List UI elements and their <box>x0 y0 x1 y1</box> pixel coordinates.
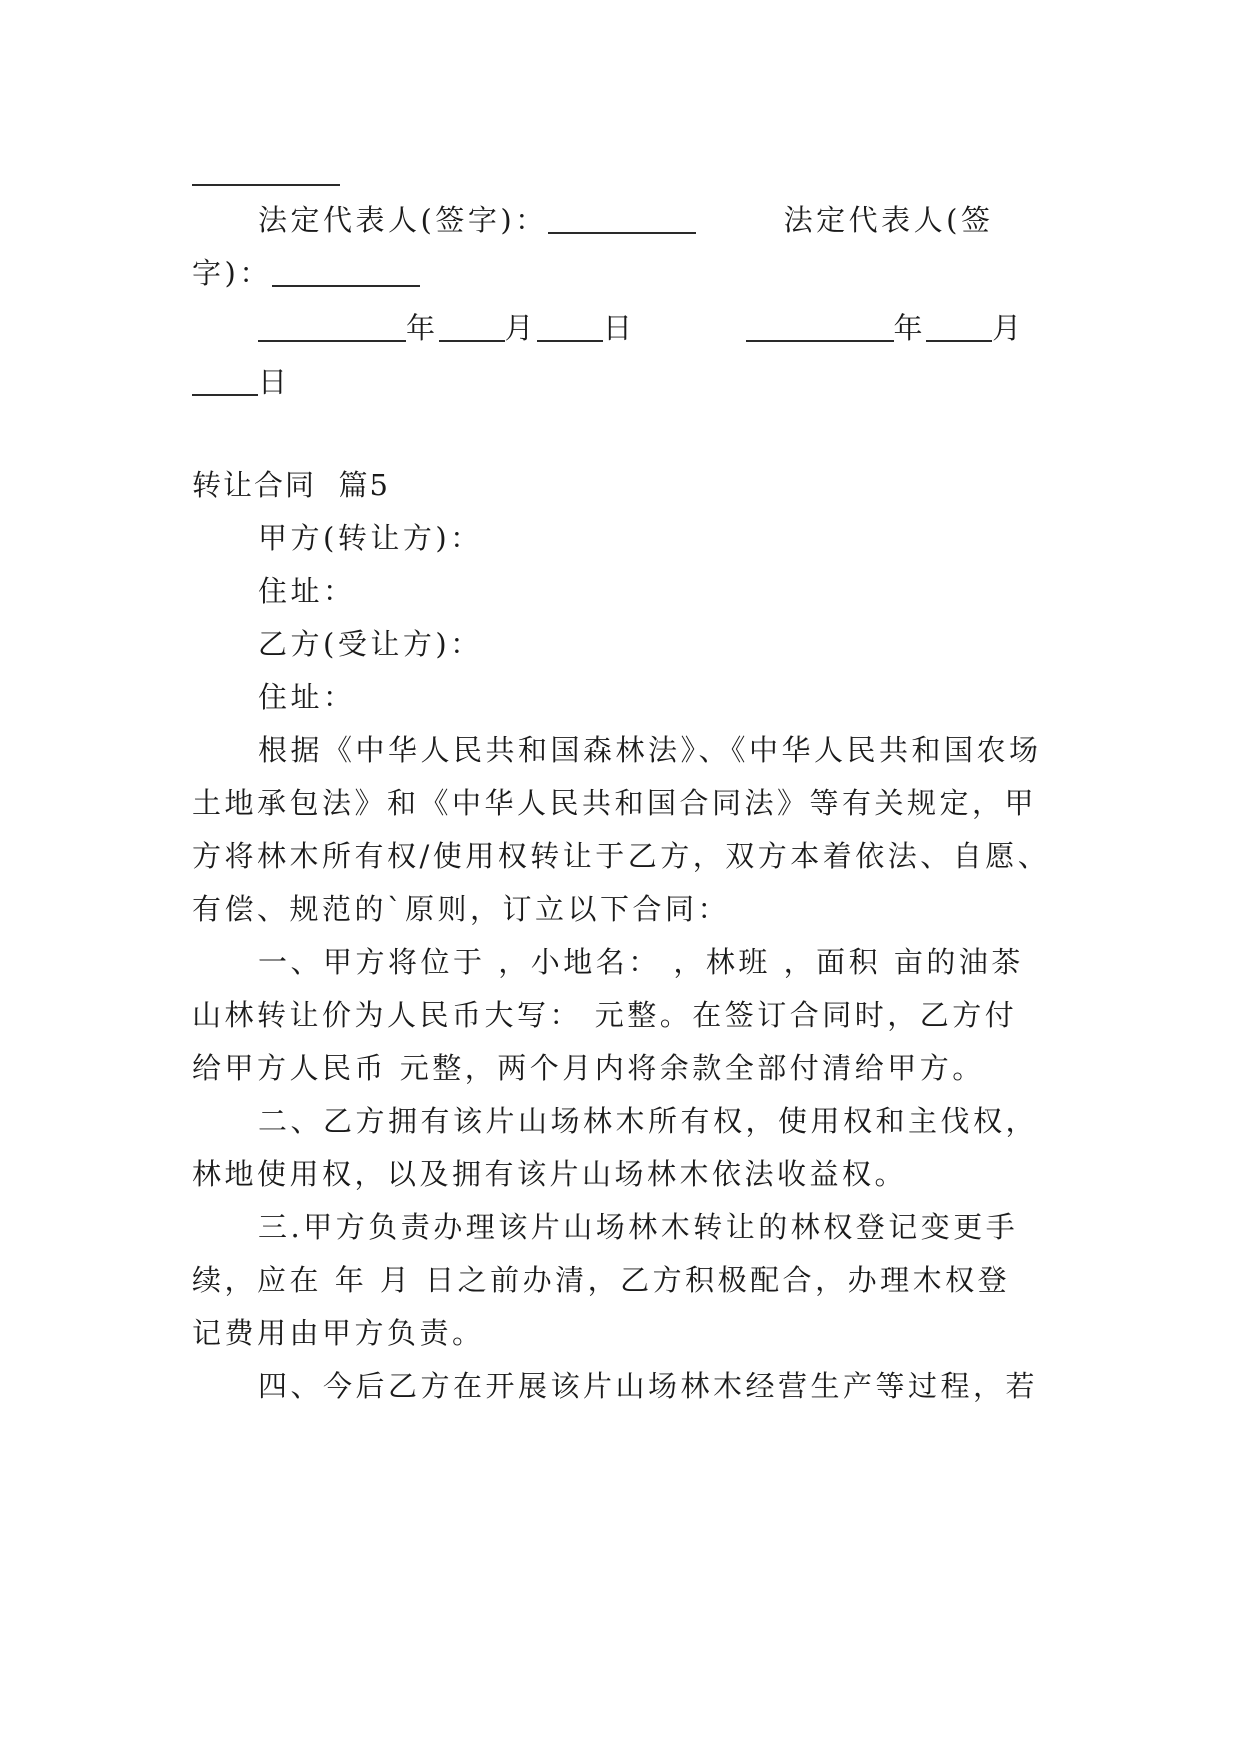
paragraph-line: 方将林木所有权/使用权转让于乙方，双方本着依法、自愿、 <box>192 839 1051 873</box>
address-b: 住址： <box>258 680 356 714</box>
date-day: 日 <box>603 311 636 345</box>
paragraph-line: 林地使用权，以及拥有该片山场林木依法收益权。 <box>192 1157 908 1191</box>
date-year: 年 <box>406 311 439 345</box>
paragraph-line: 记费用由甲方负责。 <box>192 1316 485 1350</box>
paragraph-line: 山林转让价为人民币大写： 元整。在签订合同时，乙方付 <box>192 998 1018 1032</box>
signature-line-cont <box>192 253 1052 293</box>
date-line-cont <box>192 362 1052 402</box>
paragraph-line: 根据《中华人民共和国森林法》、《中华人民共和国农场 <box>258 733 1042 767</box>
section-number: 篇5 <box>338 468 390 502</box>
address-a: 住址： <box>258 574 356 608</box>
date-month: 月 <box>992 311 1025 345</box>
blank-field <box>258 340 406 342</box>
paragraph-line: 土地承包法》和《中华人民共和国合同法》等有关规定，甲 <box>192 786 1038 820</box>
blank-field <box>272 285 420 287</box>
blank-field <box>926 340 992 342</box>
blank-field <box>439 340 505 342</box>
date-day: 日 <box>258 365 291 399</box>
contract-title: 转让合同 <box>192 468 317 502</box>
party-b: 乙方(受让方)： <box>258 627 483 661</box>
blank-field <box>537 340 603 342</box>
paragraph-line: 给甲方人民币 元整，两个月内将余款全部付清给甲方。 <box>192 1051 985 1085</box>
blank-field <box>746 340 894 342</box>
blank-field <box>548 232 696 234</box>
paragraph-line: 续，应在 年 月 日之前办清，乙方积极配合，办理木权登 <box>192 1263 1011 1297</box>
party-a: 甲方(转让方)： <box>258 521 483 555</box>
paragraph-line: 四、今后乙方在开展该片山场林木经营生产等过程，若 <box>258 1369 1039 1403</box>
signature-line <box>258 200 1118 240</box>
blank-line-top <box>192 152 1052 192</box>
blank-field <box>192 394 258 396</box>
paragraph-line: 有偿、规范的`原则，订立以下合同： <box>192 892 731 926</box>
section-heading <box>192 465 390 505</box>
blank-field <box>192 184 340 186</box>
date-line <box>258 308 1118 348</box>
rep-label-a: 法定代表人(签字)： <box>258 203 548 237</box>
paragraph-line: 三.甲方负责办理该片山场林木转让的林权登记变更手 <box>258 1210 1019 1244</box>
date-year: 年 <box>893 311 927 345</box>
rep-label-b-cont: 字)： <box>192 256 272 290</box>
date-month: 月 <box>504 311 538 345</box>
paragraph-line: 二、乙方拥有该片山场林木所有权，使用权和主伐权， <box>258 1104 1039 1138</box>
rep-label-b: 法定代表人(签 <box>783 203 994 237</box>
paragraph-line: 一、甲方将位于 ，小地名： ，林班 ，面积 亩的油茶 <box>258 945 1024 979</box>
